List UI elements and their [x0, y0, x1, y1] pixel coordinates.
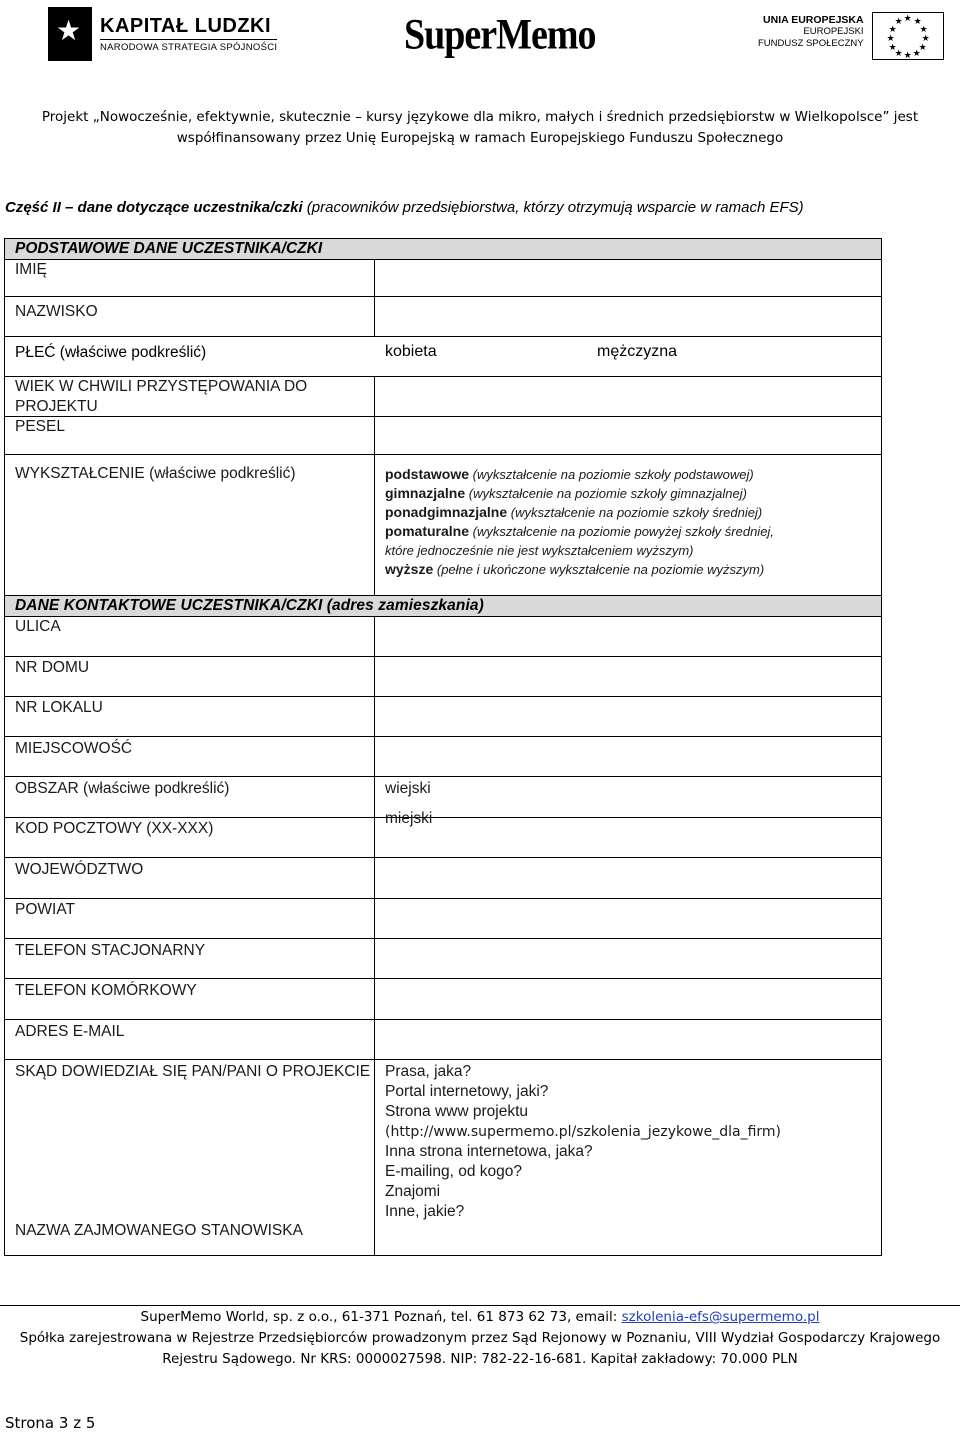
- kapital-ludzki-logo: [48, 4, 277, 64]
- skad-option-inne[interactable]: Inne, jakie?: [385, 1203, 465, 1220]
- label-miejscowosc: MIEJSCOWOŚĆ: [5, 737, 375, 776]
- footer-divider: [0, 1305, 960, 1306]
- row-tel-komorkowy: [5, 979, 881, 1020]
- eu-logo-line1: UNIA EUROPEJSKA: [763, 14, 864, 26]
- field-imie[interactable]: [376, 260, 881, 296]
- row-nr-lokalu: [5, 697, 881, 737]
- section-contact-title: DANE KONTAKTOWE UCZESTNIKA/CZKI (adres zamieszkania): [15, 597, 484, 614]
- row-wojewodztwo: [5, 858, 881, 899]
- project-description-line2: współfinansowany przez Unię Europejską w ramach Europejskiego Funduszu Społecznego: [176, 130, 784, 146]
- section-contact-header: [5, 596, 881, 617]
- label-wojewodztwo: WOJEWÓDZTWO: [5, 858, 375, 898]
- label-tel-komorkowy: TELEFON KOMÓRKOWY: [5, 979, 375, 1019]
- label-skad-text: SKĄD DOWIEDZIAŁ SIĘ PAN/PANI O PROJEKCIE: [15, 1063, 371, 1080]
- field-powiat[interactable]: [376, 899, 881, 938]
- label-stanowisko: NAZWA ZAJMOWANEGO STANOWISKA: [15, 1222, 303, 1239]
- participant-form: [4, 238, 882, 1256]
- field-tel-stacjonarny[interactable]: [376, 939, 881, 978]
- kapital-ludzki-title: KAPITAŁ LUDZKI: [100, 15, 272, 37]
- kapital-ludzki-subtitle: NARODOWA STRATEGIA SPÓJNOŚCI: [100, 39, 277, 53]
- field-nr-lokalu[interactable]: [376, 697, 881, 736]
- skad-option-strona-url: (http://www.supermemo.pl/szkolenia_jezykowe_dla_firm): [385, 1124, 782, 1140]
- field-miejscowosc[interactable]: [376, 737, 881, 776]
- option-mezczyzna[interactable]: mężczyzna: [597, 343, 678, 360]
- skad-option-znajomi[interactable]: Znajomi: [385, 1183, 441, 1200]
- row-tel-stacjonarny: [5, 939, 881, 979]
- section-basic-title: PODSTAWOWE DANE UCZESTNIKA/CZKI: [15, 240, 323, 257]
- label-email: ADRES E-MAIL: [5, 1020, 375, 1059]
- row-kod: [5, 810, 881, 858]
- eu-logo-line2: EUROPEJSKI: [803, 26, 864, 37]
- label-powiat: POWIAT: [5, 899, 375, 938]
- field-ulica[interactable]: [376, 617, 881, 656]
- footer-line1: [0, 1307, 960, 1328]
- education-options: [376, 455, 881, 595]
- part-title-rest: (pracowników przedsiębiorstwa, którzy otrzymują wsparcie w ramach EFS): [302, 199, 804, 216]
- row-powiat: [5, 899, 881, 939]
- field-tel-komorkowy[interactable]: [376, 979, 881, 1019]
- label-nazwisko: NAZWISKO: [5, 297, 375, 336]
- page-number: Strona 3 z 5: [5, 1414, 96, 1432]
- skad-option-inna-strona[interactable]: Inna strona internetowa, jaka?: [385, 1143, 593, 1160]
- row-miejscowosc: [5, 737, 881, 777]
- skad-options: [376, 1060, 881, 1255]
- kapital-ludzki-emblem-icon: ★: [48, 7, 92, 61]
- label-skad: [5, 1060, 375, 1255]
- row-skad: [5, 1060, 881, 1255]
- option-kobieta[interactable]: kobieta: [385, 343, 437, 360]
- field-nazwisko[interactable]: [376, 297, 881, 336]
- edu-option-ponadgimnazjalne[interactable]: ponadgimnazjalne (wykształcenie na poziomie szkoły średniej): [385, 504, 763, 520]
- row-nr-domu: [5, 657, 881, 697]
- label-wiek: WIEK W CHWILI PRZYSTĘPOWANIA DO PROJEKTU: [5, 377, 375, 416]
- header-logos: [0, 0, 960, 68]
- row-email: [5, 1020, 881, 1060]
- label-obszar: OBSZAR (właściwe podkreślić): [5, 777, 375, 817]
- label-kod: KOD POCZTOWY (XX-XXX): [5, 818, 375, 857]
- row-plec: [5, 337, 881, 377]
- option-wiejski[interactable]: wiejski: [385, 780, 431, 797]
- field-wiek[interactable]: [376, 377, 881, 416]
- eu-logo: [758, 14, 944, 60]
- row-wyksztalcenie: [5, 455, 881, 596]
- footer-line2: Spółka zarejestrowana w Rejestrze Przedsiębiorców prowadzonym przez Sąd Rejonowy w Poznaniu, VIII Wydział Gospodarczy Krajowego: [19, 1330, 941, 1346]
- footer-company: SuperMemo World, sp. z o.o., 61-371 Poznań, tel. 61 873 62 73, email:: [140, 1309, 622, 1325]
- row-ulica: [5, 617, 881, 657]
- label-tel-stacjonarny: TELEFON STACJONARNY: [5, 939, 375, 978]
- skad-option-strona-projektu[interactable]: Strona www projektu: [385, 1103, 529, 1120]
- edu-option-pomaturalne[interactable]: pomaturalne (wykształcenie na poziomie powyżej szkoły średniej,: [385, 523, 774, 539]
- option-miejski[interactable]: miejski: [385, 810, 433, 827]
- project-description-line1: Projekt „Nowocześnie, efektywnie, skutecznie – kursy językowe dla mikro, małych i średnich przedsiębiorstw w Wielkopolsce” jest: [41, 109, 919, 125]
- edu-option-podstawowe[interactable]: podstawowe (wykształcenie na poziomie szkoły podstawowej): [385, 466, 754, 482]
- eu-logo-line3: FUNDUSZ SPOŁECZNY: [758, 38, 864, 49]
- label-ulica: ULICA: [5, 617, 375, 656]
- field-email[interactable]: [376, 1020, 881, 1059]
- label-nr-domu: NR DOMU: [5, 657, 375, 696]
- supermemo-logo: SuperMemo: [404, 10, 596, 59]
- skad-option-prasa[interactable]: Prasa, jaka?: [385, 1063, 472, 1080]
- label-imie: IMIĘ: [5, 260, 375, 296]
- label-nr-lokalu: NR LOKALU: [5, 697, 375, 736]
- row-wiek: [5, 377, 881, 417]
- field-nr-domu[interactable]: [376, 657, 881, 696]
- row-pesel: [5, 417, 881, 455]
- edu-option-gimnazjalne[interactable]: gimnazjalne (wykształcenie na poziomie szkoły gimnazjalnej): [385, 485, 747, 501]
- row-nazwisko: [5, 297, 881, 337]
- label-wyksztalcenie: WYKSZTAŁCENIE (właściwe podkreślić): [5, 455, 375, 595]
- eu-flag-icon: ★ ★ ★ ★ ★ ★ ★ ★ ★ ★ ★ ★: [872, 12, 944, 60]
- skad-option-emailing[interactable]: E-mailing, od kogo?: [385, 1163, 522, 1180]
- part-title: [5, 198, 804, 218]
- footer-line3: Rejestru Sądowego. Nr KRS: 0000027598. NIP: 782-22-16-681. Kapitał zakładowy: 70.000 PLN: [162, 1351, 798, 1367]
- edu-option-wyzsze[interactable]: wyższe (pełne i ukończone wykształcenie na poziomie wyższym): [385, 561, 765, 577]
- obszar-option-miejski: [376, 809, 881, 857]
- row-imie: [5, 260, 881, 297]
- skad-option-portal[interactable]: Portal internetowy, jaki?: [385, 1083, 549, 1100]
- part-title-bold: Część II – dane dotyczące uczestnika/czki: [5, 199, 303, 216]
- field-pesel[interactable]: [376, 417, 881, 454]
- field-wojewodztwo[interactable]: [376, 858, 881, 898]
- label-plec: PŁEĆ (właściwe podkreślić): [15, 344, 207, 361]
- section-basic-header: [5, 239, 881, 260]
- label-pesel: PESEL: [5, 417, 375, 454]
- edu-option-pomaturalne-cont: które jednocześnie nie jest wykształceniem wyższym): [385, 543, 694, 558]
- footer-email-link[interactable]: szkolenia-efs@supermemo.pl: [621, 1309, 820, 1325]
